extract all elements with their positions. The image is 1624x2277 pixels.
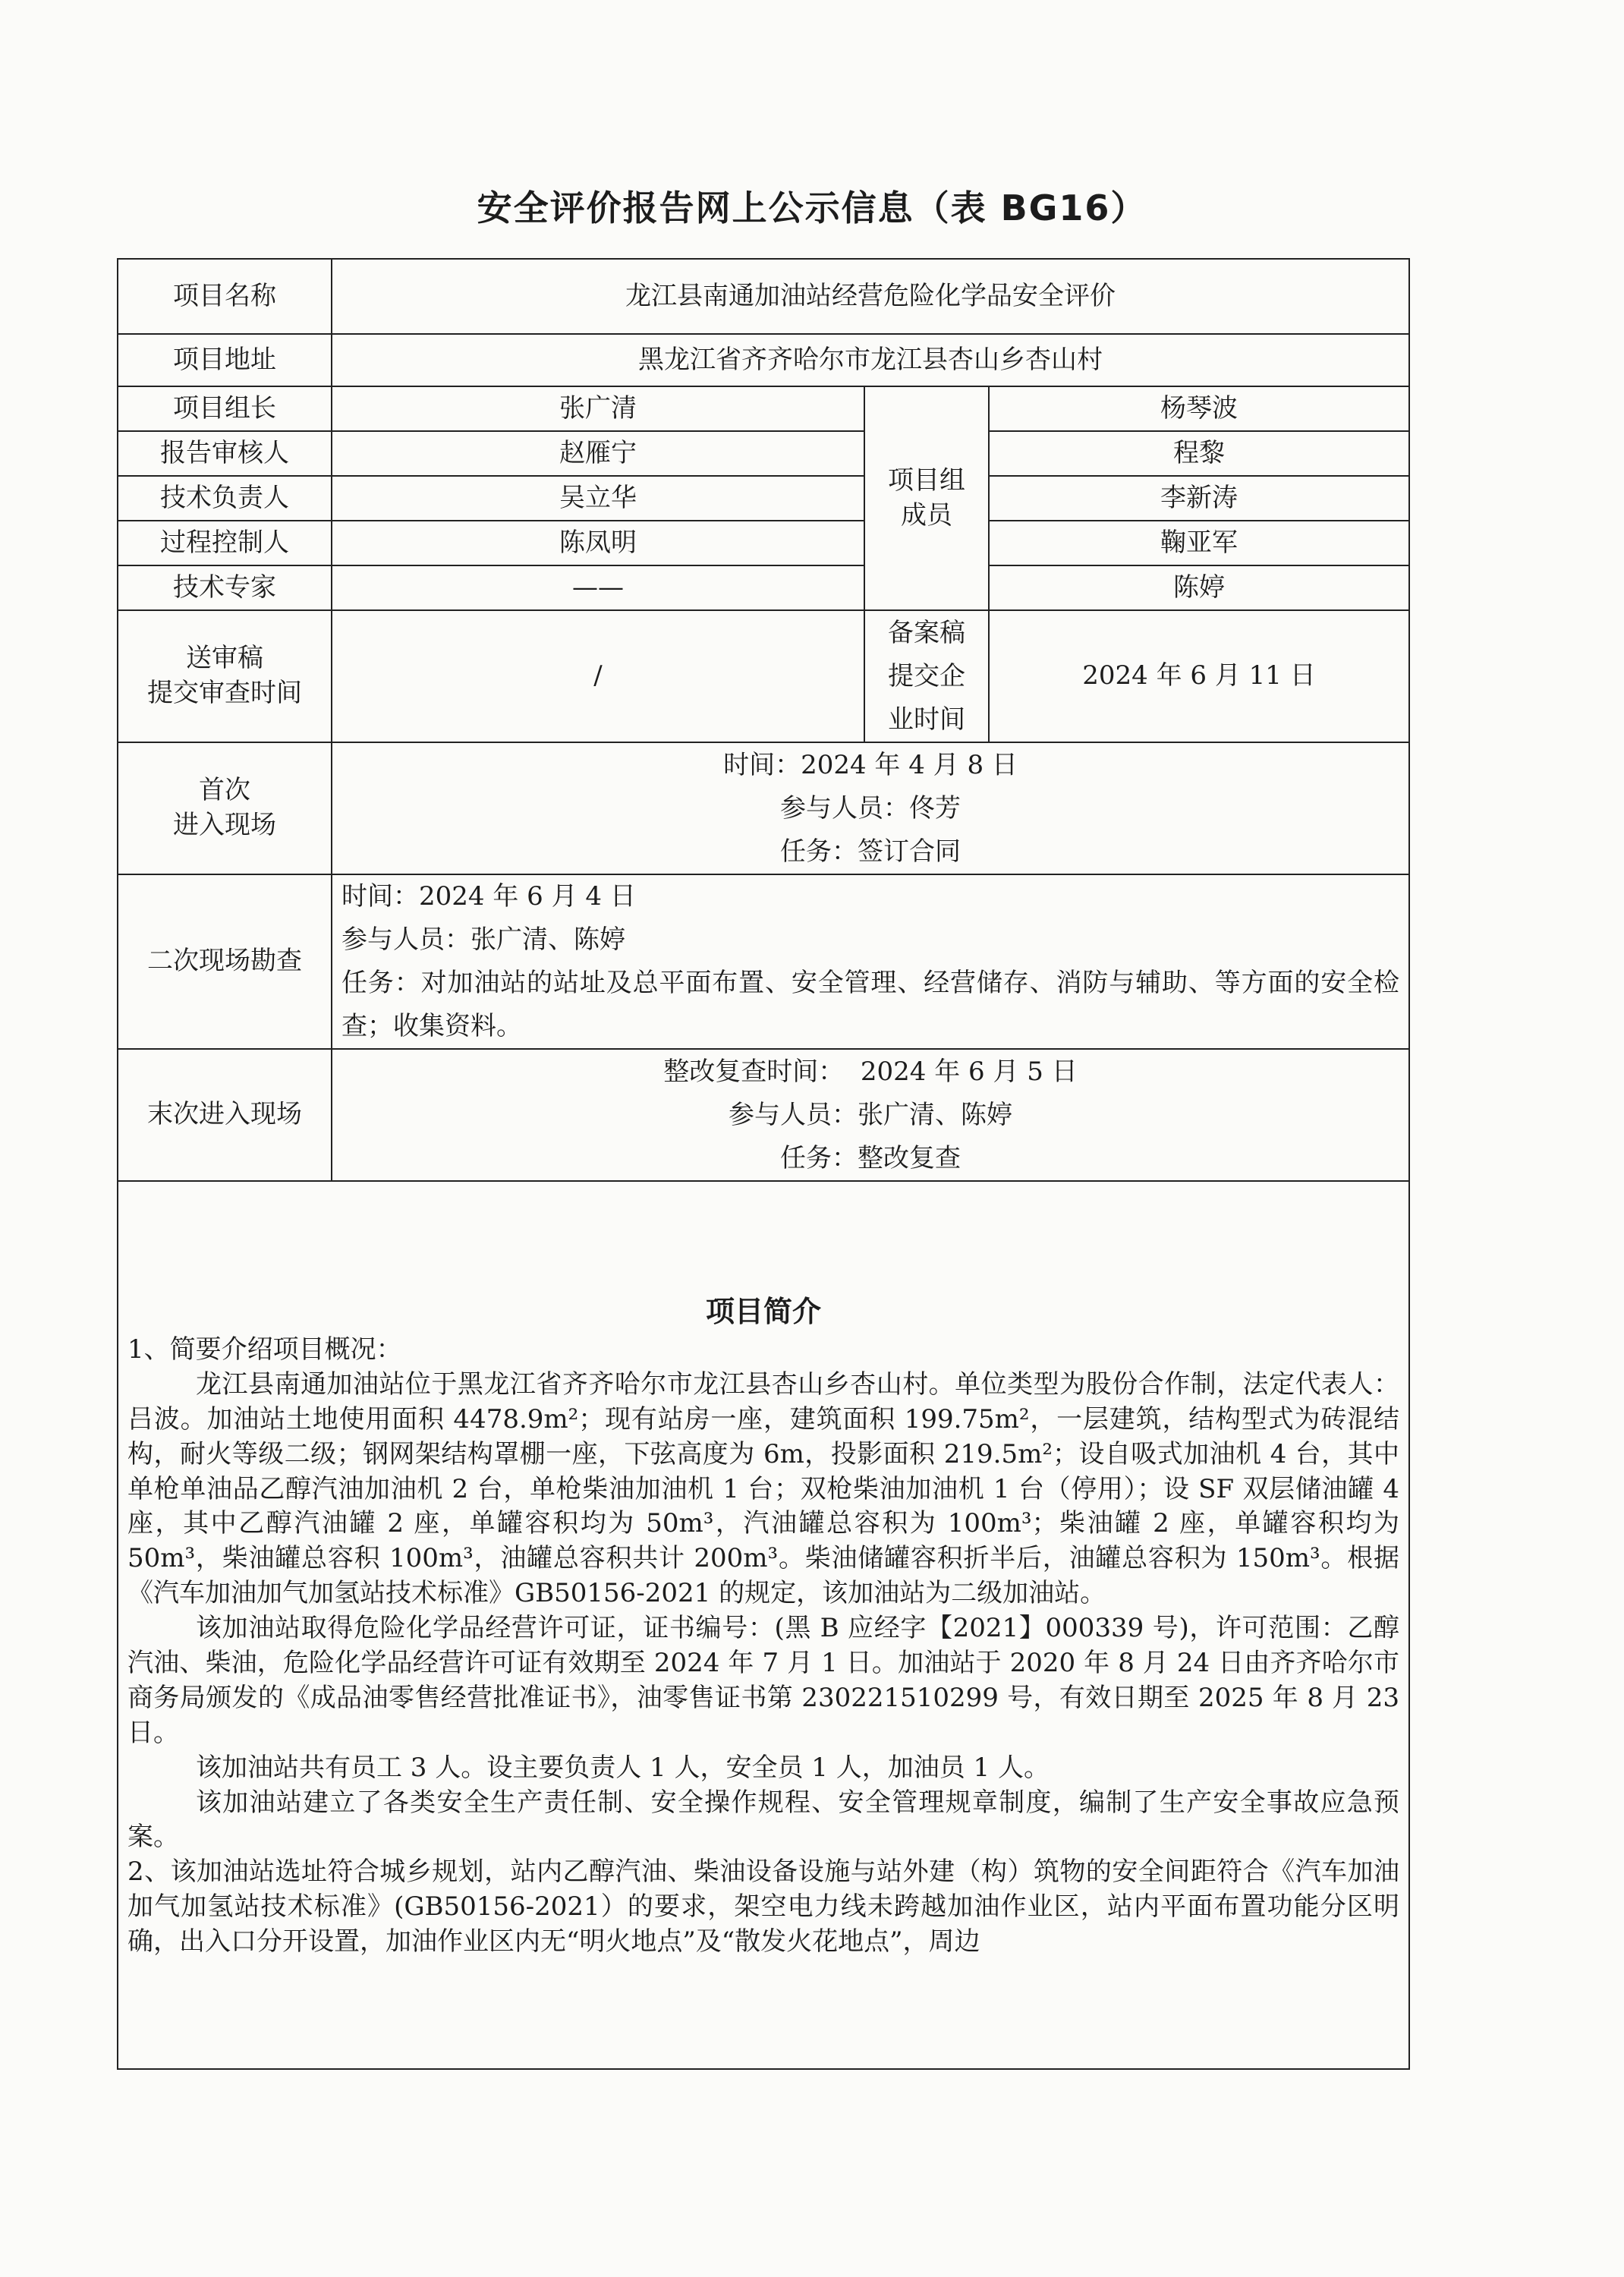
- last-visit-time: 整改复查时间： 2024 年 6 月 5 日: [663, 1056, 1078, 1087]
- last-visit-details: [332, 1049, 1409, 1181]
- project-name-value: 龙江县南通加油站经营危险化学品安全评价: [332, 259, 1409, 334]
- first-visit-details: [332, 742, 1409, 874]
- page-title: 安全评价报告网上公示信息（表 BG16）: [477, 187, 1147, 228]
- row-project-intro: [118, 1181, 1409, 2069]
- leader-value: 张广清: [332, 386, 864, 431]
- tech-lead-value: 吴立华: [332, 476, 864, 521]
- last-visit-label: 末次进入现场: [118, 1049, 332, 1181]
- expert-label: 技术专家: [118, 565, 332, 610]
- member-name: 鞠亚军: [989, 521, 1409, 565]
- intro-paragraph: 该加油站建立了各类安全生产责任制、安全操作规程、安全管理规章制度，编制了生产安全事故应急预案。: [127, 1787, 1399, 1853]
- submission-value: /: [332, 610, 864, 742]
- first-visit-label: 首次 进入现场: [118, 742, 332, 874]
- member-name: 陈婷: [989, 565, 1409, 610]
- reviewer-value: 赵雁宁: [332, 431, 864, 476]
- member-name: 程黎: [989, 431, 1409, 476]
- member-name: 杨琴波: [989, 386, 1409, 431]
- row-submission: [118, 610, 1409, 742]
- intro-paragraph: 1、简要介绍项目概况：: [127, 1334, 402, 1365]
- member-name: 李新涛: [989, 476, 1409, 521]
- process-control-value: 陈凤明: [332, 521, 864, 565]
- second-visit-time: 时间：2024 年 6 月 4 日: [341, 881, 636, 912]
- row-expert: [118, 565, 1409, 610]
- members-label: 项目组 成员: [864, 386, 989, 610]
- project-name-label: 项目名称: [118, 259, 332, 334]
- leader-label: 项目组长: [118, 386, 332, 431]
- intro-paragraph: 2、该加油站选址符合城乡规划，站内乙醇汽油、柴油设备设施与站外建（构）筑物的安全间距符合《汽车加油加气加氢站技术标准》(GB50156-2021）的要求，架空电力线未跨越加油作业区，站内平面布置功能分区明确，出入口分开设置，加油作业区内无“明火地点”及“散发火花地点”，周边: [127, 1857, 1399, 1957]
- row-leader: [118, 386, 1409, 431]
- second-visit-details: [332, 874, 1409, 1049]
- first-visit-time: 时间：2024 年 4 月 8 日: [723, 749, 1018, 780]
- row-first-visit: [118, 742, 1409, 874]
- tech-lead-label: 技术负责人: [118, 476, 332, 521]
- info-table: [117, 258, 1410, 2070]
- reviewer-label: 报告审核人: [118, 431, 332, 476]
- second-visit-task: 任务：对加油站的站址及总平面布置、安全管理、经营储存、消防与辅助、等方面的安全检查；收集资料。: [341, 968, 1399, 1041]
- row-tech-lead: [118, 476, 1409, 521]
- last-visit-task: 任务：整改复查: [780, 1142, 961, 1173]
- intro-paragraph: 该加油站共有员工 3 人。设主要负责人 1 人，安全员 1 人，加油员 1 人。: [196, 1752, 1050, 1783]
- first-visit-people: 参与人员：佟芳: [780, 792, 961, 824]
- record-submission-label: 备案稿 提交企 业时间: [864, 610, 989, 742]
- project-address-value: 黑龙江省齐齐哈尔市龙江县杏山乡杏山村: [332, 334, 1409, 386]
- intro-paragraph: 龙江县南通加油站位于黑龙江省齐齐哈尔市龙江县杏山乡杏山村。单位类型为股份合作制，法定代表人：吕波。加油站土地使用面积 4478.9m²；现有站房一座，建筑面积 199.75m²，一层建筑，结构型式为砖混结构，耐火等级二级；钢网架结构罩棚一座，下弦高度为 6m，投影面积 219.5m²；设自吸式加油机 4 台，其中单枪单油品乙醇汽油加油机 2 台，单枪柴油加油机 1 台；双枪柴油加油机 1 台（停用）；设 SF 双层储油罐 4 座，其中乙醇汽油罐 2 座，单罐容积均为 50m³，汽油罐总容积为 100m³；柴油罐 2 座，单罐容积均为 50m³，柴油罐总容积 100m³，油罐总容积共计 200m³。柴油储罐容积折半后，油罐总容积为 150m³。根据《汽车加油加气加氢站技术标准》GB50156-2021 的规定，该加油站为二级加油站。: [127, 1368, 1399, 1609]
- intro-paragraph: 该加油站取得危险化学品经营许可证，证书编号：(黑 B 应经字【2021】000339 号)，许可范围：乙醇汽油、柴油，危险化学品经营许可证有效期至 2024 年 7 月 1 日。加油站于 2020 年 8 月 24 日由齐齐哈尔市商务局颁发的《成品油零售经营批准证书》，油零售证书第 230221510299 号，有效日期至 2025 年 8 月 23 日。: [127, 1613, 1399, 1748]
- row-project-name: [118, 259, 1409, 334]
- intro-heading: 项目简介: [705, 1294, 821, 1328]
- project-intro: [118, 1181, 1409, 2069]
- row-reviewer: [118, 431, 1409, 476]
- first-visit-task: 任务：签订合同: [780, 836, 961, 867]
- row-process-control: [118, 521, 1409, 565]
- row-second-visit: [118, 874, 1409, 1049]
- last-visit-people: 参与人员：张广清、陈婷: [729, 1099, 1012, 1130]
- process-control-label: 过程控制人: [118, 521, 332, 565]
- project-address-label: 项目地址: [118, 334, 332, 386]
- expert-value: ——: [332, 565, 864, 610]
- row-last-visit: [118, 1049, 1409, 1181]
- row-project-address: [118, 334, 1409, 386]
- second-visit-people: 参与人员：张广清、陈婷: [341, 924, 625, 955]
- submission-label: 送审稿 提交审查时间: [118, 610, 332, 742]
- second-visit-label: 二次现场勘查: [118, 874, 332, 1049]
- record-submission-value: 2024 年 6 月 11 日: [989, 610, 1409, 742]
